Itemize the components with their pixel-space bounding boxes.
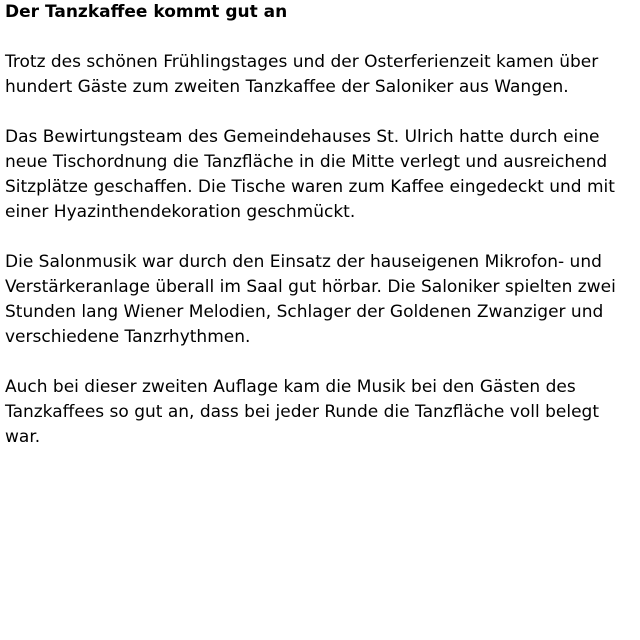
article-paragraph-1: Trotz des schönen Frühlingstages und der Osterferienzeit kamen über hundert Gäste zum zweiten Tanzkaffee der Saloniker aus Wangen. (5, 52, 599, 97)
article-paragraph-2: Das Bewirtungsteam des Gemeindehauses St. Ulrich hatte durch eine neue Tischordnung die Tanzfläche in die Mitte verlegt und ausreichend Sitzplätze geschaffen. Die Tische waren zum Kaffee eingedeckt und mit einer Hyazinthendekoration geschmückt. (5, 127, 615, 222)
article-paragraph-4: Auch bei dieser zweiten Auflage kam die Musik bei den Gästen des Tanzkaffees so gut an, dass bei jeder Runde die Tanzfläche voll belegt war. (5, 377, 599, 447)
article-paragraph-3: Die Salonmusik war durch den Einsatz der hauseigenen Mikrofon- und Verstärkeranlage überall im Saal gut hörbar. Die Saloniker spielten zwei Stunden lang Wiener Melodien, Schlager der Goldenen Zwanziger und verschiedene Tanzrhythmen. (5, 252, 616, 347)
article-title: Der Tanzkaffee kommt gut an (5, 2, 288, 22)
document-body (5, 0, 637, 450)
